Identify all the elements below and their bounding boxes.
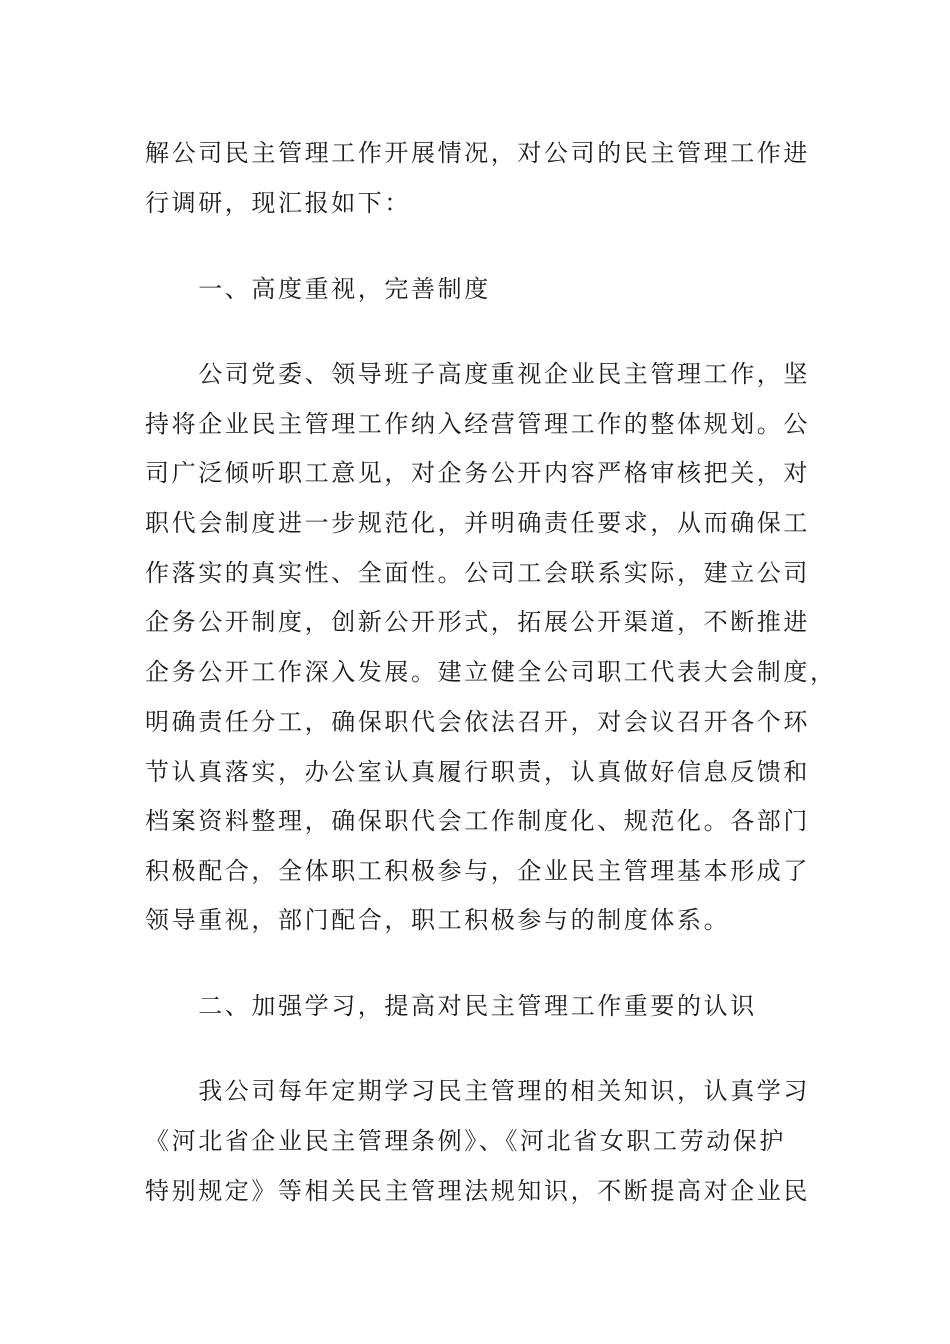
- text-line: 作落实的真实性、全面性。公司工会联系实际，建立公司: [145, 559, 810, 587]
- text-line: 一、高度重视，完善制度: [145, 275, 491, 303]
- text-line: 持将企业民主管理工作纳入经营管理工作的整体规划。公: [145, 410, 810, 438]
- text-line: 节认真落实，办公室认真履行职责，认真做好信息反馈和: [145, 758, 810, 786]
- text-line: 明确责任分工，确保职代会依法召开，对会议召开各个环: [145, 708, 810, 736]
- text-line: 我公司每年定期学习民主管理的相关知识，认真学习: [145, 1077, 810, 1105]
- text-line: 特别规定》等相关民主管理法规知识，不断提高对企业民: [145, 1177, 810, 1205]
- text-line: 《河北省企业民主管理条例》、《河北省女职工劳动保护: [145, 1127, 786, 1155]
- text-line: 公司党委、领导班子高度重视企业民主管理工作，坚: [145, 360, 810, 388]
- text-line: 职代会制度进一步规范化，并明确责任要求，从而确保工: [145, 509, 810, 537]
- text-line: 企务公开制度，创新公开形式，拓展公开渠道，不断推进: [145, 608, 810, 636]
- text-line: 行调研，现汇报如下：: [145, 189, 411, 217]
- text-line: 企务公开工作深入发展。建立健全公司职工代表大会制度，: [145, 658, 837, 686]
- text-line: 司广泛倾听职工意见，对企务公开内容严格审核把关，对: [145, 459, 810, 487]
- text-line: 二、加强学习，提高对民主管理工作重要的认识: [145, 992, 757, 1020]
- text-line: 领导重视，部门配合，职工积极参与的制度体系。: [145, 906, 731, 934]
- text-line: 积极配合，全体职工积极参与，企业民主管理基本形成了: [145, 857, 810, 885]
- text-line: 解公司民主管理工作开展情况，对公司的民主管理工作进: [145, 139, 810, 167]
- text-line: 档案资料整理，确保职代会工作制度化、规范化。各部门: [145, 807, 810, 835]
